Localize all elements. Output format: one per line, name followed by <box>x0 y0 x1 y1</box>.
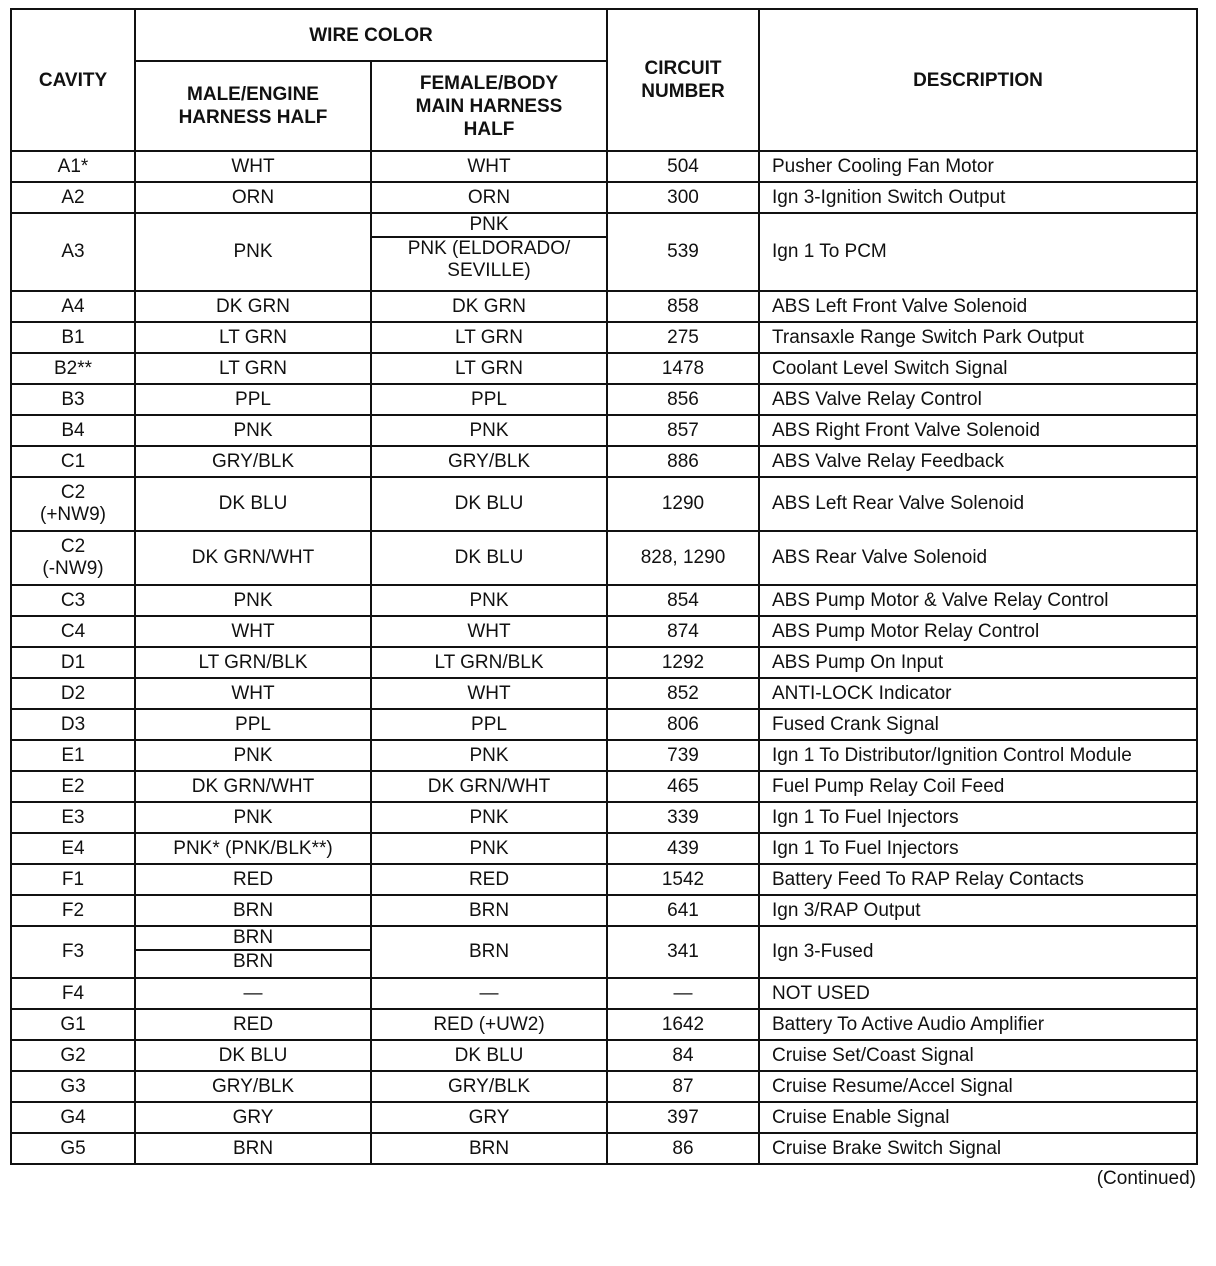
description-cell: Cruise Enable Signal <box>759 1102 1197 1133</box>
female-wire-color-cell: DK GRN/WHT <box>371 771 607 802</box>
female-wire-color-cell: LT GRN <box>371 353 607 384</box>
description-cell: ABS Pump On Input <box>759 647 1197 678</box>
table-row <box>11 978 1197 1009</box>
circuit-number-cell: 1290 <box>607 477 759 531</box>
cavity-label: G5 <box>60 1137 86 1159</box>
description-cell: ABS Valve Relay Control <box>759 384 1197 415</box>
table-row <box>11 833 1197 864</box>
male-wire-color-cell: PNK <box>135 802 371 833</box>
male-wire-color-cell: GRY/BLK <box>135 446 371 477</box>
circuit-number-cell: 504 <box>607 151 759 182</box>
cavity-cell <box>11 291 135 322</box>
male-wire-color-cell-part: BRN <box>232 927 274 948</box>
table-row <box>11 531 1197 585</box>
male-wire-color-cell: RED <box>135 864 371 895</box>
circuit-number-cell: 874 <box>607 616 759 647</box>
table-row <box>11 1102 1197 1133</box>
cavity-cell <box>11 926 135 978</box>
table-row <box>11 415 1197 446</box>
male-wire-color-cell: LT GRN/BLK <box>135 647 371 678</box>
cavity-cell <box>11 531 135 585</box>
male-wire-color-cell: PNK* (PNK/BLK**) <box>135 833 371 864</box>
female-wire-color-cell: WHT <box>371 151 607 182</box>
description-cell: ABS Valve Relay Feedback <box>759 446 1197 477</box>
circuit-number-cell: 341 <box>607 926 759 978</box>
circuit-number-cell: 1542 <box>607 864 759 895</box>
male-wire-color-cell <box>135 926 371 978</box>
cavity-label: E1 <box>61 744 85 766</box>
cavity-cell <box>11 978 135 1009</box>
male-wire-color-cell: PPL <box>135 384 371 415</box>
description-cell: ANTI-LOCK Indicator <box>759 678 1197 709</box>
circuit-number-cell: 828, 1290 <box>607 531 759 585</box>
description-cell: Ign 1 To Fuel Injectors <box>759 802 1197 833</box>
circuit-number-cell: 339 <box>607 802 759 833</box>
cavity-cell <box>11 895 135 926</box>
circuit-number-cell: 1642 <box>607 1009 759 1040</box>
female-wire-color-cell: GRY <box>371 1102 607 1133</box>
male-wire-color-cell: PNK <box>135 740 371 771</box>
description-cell: Ign 1 To Distributor/Ignition Control Module <box>759 740 1197 771</box>
cavity-label: A4 <box>61 295 85 317</box>
table-row <box>11 384 1197 415</box>
female-wire-color-cell: DK BLU <box>371 1040 607 1071</box>
female-wire-color-cell: PNK <box>371 415 607 446</box>
cavity-option-note: (+NW9) <box>40 504 106 525</box>
cavity-cell <box>11 182 135 213</box>
cavity-cell <box>11 740 135 771</box>
circuit-number-cell: 397 <box>607 1102 759 1133</box>
circuit-number-cell: 1478 <box>607 353 759 384</box>
cavity-cell <box>11 477 135 531</box>
female-wire-color-cell: DK GRN <box>371 291 607 322</box>
cavity-cell <box>11 864 135 895</box>
cavity-label: F3 <box>61 941 85 962</box>
circuit-number-cell: 641 <box>607 895 759 926</box>
female-wire-color-cell: PNK <box>371 833 607 864</box>
male-wire-color-cell: WHT <box>135 151 371 182</box>
circuit-number-cell: 465 <box>607 771 759 802</box>
table-row <box>11 213 1197 291</box>
female-wire-color-cell-part: PNK (ELDORADO/ SEVILLE) <box>372 236 606 282</box>
female-wire-color-cell: BRN <box>371 926 607 978</box>
female-wire-color-cell: DK BLU <box>371 531 607 585</box>
cavity-cell <box>11 616 135 647</box>
male-wire-color-cell: ORN <box>135 182 371 213</box>
table-row <box>11 1040 1197 1071</box>
table-row <box>11 322 1197 353</box>
cavity-label: D3 <box>60 713 86 735</box>
female-wire-color-cell: RED <box>371 864 607 895</box>
cavity-label: E4 <box>61 837 85 859</box>
cavity-label: E3 <box>61 806 85 828</box>
circuit-number-cell: 275 <box>607 322 759 353</box>
circuit-number-cell: 539 <box>607 213 759 291</box>
female-wire-color-cell: WHT <box>371 678 607 709</box>
male-wire-color-cell: WHT <box>135 678 371 709</box>
header-male-engine-harness: MALE/ENGINE HARNESS HALF <box>135 61 371 151</box>
cavity-cell <box>11 1102 135 1133</box>
table-row <box>11 895 1197 926</box>
male-wire-color-cell: GRY/BLK <box>135 1071 371 1102</box>
cavity-label: C2 <box>60 482 86 503</box>
description-cell: ABS Left Front Valve Solenoid <box>759 291 1197 322</box>
table-row <box>11 1133 1197 1164</box>
cavity-cell <box>11 585 135 616</box>
female-wire-color-cell: RED (+UW2) <box>371 1009 607 1040</box>
cavity-cell <box>11 446 135 477</box>
cavity-cell <box>11 709 135 740</box>
cavity-label: G3 <box>60 1075 86 1097</box>
cavity-label: A3 <box>61 241 85 262</box>
description-cell: ABS Pump Motor & Valve Relay Control <box>759 585 1197 616</box>
header-female-body-harness: FEMALE/BODY MAIN HARNESS HALF <box>371 61 607 151</box>
male-wire-color-cell: PNK <box>135 585 371 616</box>
female-wire-color-cell: PNK <box>371 585 607 616</box>
description-cell: Cruise Brake Switch Signal <box>759 1133 1197 1164</box>
table-row <box>11 864 1197 895</box>
male-wire-color-cell: BRN <box>135 1133 371 1164</box>
circuit-number-cell: 739 <box>607 740 759 771</box>
cavity-cell <box>11 771 135 802</box>
circuit-number-cell: 1292 <box>607 647 759 678</box>
table-row <box>11 291 1197 322</box>
circuit-number-cell: 886 <box>607 446 759 477</box>
table-row <box>11 151 1197 182</box>
description-cell: ABS Rear Valve Solenoid <box>759 531 1197 585</box>
male-wire-color-cell-part: BRN <box>136 949 370 973</box>
header-description: DESCRIPTION <box>759 9 1197 151</box>
female-wire-color-cell: GRY/BLK <box>371 1071 607 1102</box>
female-wire-color-cell: PNK <box>371 740 607 771</box>
cavity-cell <box>11 802 135 833</box>
male-wire-color-cell: — <box>135 978 371 1009</box>
description-cell: Ign 3-Ignition Switch Output <box>759 182 1197 213</box>
male-wire-color-cell: LT GRN <box>135 353 371 384</box>
female-wire-color-cell: ORN <box>371 182 607 213</box>
male-wire-color-cell: DK GRN <box>135 291 371 322</box>
cavity-label: C2 <box>60 536 86 557</box>
cavity-label: F2 <box>61 899 85 921</box>
table-row <box>11 585 1197 616</box>
cavity-cell <box>11 322 135 353</box>
description-cell: Ign 1 To Fuel Injectors <box>759 833 1197 864</box>
description-cell: ABS Left Rear Valve Solenoid <box>759 477 1197 531</box>
description-cell: Pusher Cooling Fan Motor <box>759 151 1197 182</box>
cavity-label: F1 <box>61 868 85 890</box>
cavity-cell <box>11 833 135 864</box>
cavity-cell <box>11 151 135 182</box>
cavity-label: B1 <box>61 326 85 348</box>
cavity-label: A2 <box>61 186 85 208</box>
cavity-label: G2 <box>60 1044 86 1066</box>
circuit-number-cell: 87 <box>607 1071 759 1102</box>
cavity-cell <box>11 213 135 291</box>
male-wire-color-cell: LT GRN <box>135 322 371 353</box>
male-wire-color-cell: PPL <box>135 709 371 740</box>
male-wire-color-cell: GRY <box>135 1102 371 1133</box>
male-wire-color-cell: DK BLU <box>135 477 371 531</box>
circuit-number-cell: 852 <box>607 678 759 709</box>
cavity-label: G4 <box>60 1106 86 1128</box>
cavity-label: E2 <box>61 775 85 797</box>
description-cell: ABS Right Front Valve Solenoid <box>759 415 1197 446</box>
circuit-number-cell: 439 <box>607 833 759 864</box>
cavity-label: B2** <box>53 357 93 379</box>
cavity-label: B3 <box>61 388 85 410</box>
table-row <box>11 709 1197 740</box>
description-cell: Battery To Active Audio Amplifier <box>759 1009 1197 1040</box>
male-wire-color-cell: WHT <box>135 616 371 647</box>
connector-table-sheet <box>10 8 1196 1189</box>
continued-note: (Continued) <box>1096 1168 1196 1189</box>
table-row <box>11 771 1197 802</box>
female-wire-color-cell: GRY/BLK <box>371 446 607 477</box>
female-wire-color-cell: DK BLU <box>371 477 607 531</box>
description-cell: ABS Pump Motor Relay Control <box>759 616 1197 647</box>
female-wire-color-cell: LT GRN/BLK <box>371 647 607 678</box>
description-cell: NOT USED <box>759 978 1197 1009</box>
female-wire-color-cell: PNK <box>371 802 607 833</box>
header-cavity: CAVITY <box>11 9 135 151</box>
female-wire-color-cell: BRN <box>371 895 607 926</box>
table-row <box>11 616 1197 647</box>
circuit-number-cell: 84 <box>607 1040 759 1071</box>
circuit-number-cell: 856 <box>607 384 759 415</box>
female-wire-color-cell: BRN <box>371 1133 607 1164</box>
description-cell: Fused Crank Signal <box>759 709 1197 740</box>
female-wire-color-cell-part: PNK <box>469 214 509 235</box>
header-wire-color: WIRE COLOR <box>135 9 607 61</box>
table-row <box>11 926 1197 978</box>
cavity-cell <box>11 1071 135 1102</box>
table-row <box>11 1071 1197 1102</box>
cavity-cell <box>11 1040 135 1071</box>
cavity-label: G1 <box>60 1013 86 1035</box>
cavity-option-note: (-NW9) <box>42 558 104 579</box>
description-cell: Cruise Resume/Accel Signal <box>759 1071 1197 1102</box>
male-wire-color-cell: DK BLU <box>135 1040 371 1071</box>
female-wire-color-cell: PPL <box>371 709 607 740</box>
circuit-number-cell: — <box>607 978 759 1009</box>
cavity-cell <box>11 384 135 415</box>
circuit-number-cell: 86 <box>607 1133 759 1164</box>
table-row <box>11 477 1197 531</box>
cavity-cell <box>11 678 135 709</box>
table-body <box>11 151 1197 1164</box>
male-wire-color-cell: DK GRN/WHT <box>135 531 371 585</box>
male-wire-color-cell: DK GRN/WHT <box>135 771 371 802</box>
cavity-label: B4 <box>61 419 85 441</box>
male-wire-color-cell: BRN <box>135 895 371 926</box>
female-wire-color-cell: WHT <box>371 616 607 647</box>
cavity-cell <box>11 353 135 384</box>
description-cell: Cruise Set/Coast Signal <box>759 1040 1197 1071</box>
table-row <box>11 678 1197 709</box>
cavity-label: F4 <box>61 982 85 1004</box>
male-wire-color-cell: PNK <box>135 415 371 446</box>
description-cell: Battery Feed To RAP Relay Contacts <box>759 864 1197 895</box>
cavity-label: C3 <box>60 589 86 611</box>
male-wire-color-cell: PNK <box>135 213 371 291</box>
circuit-number-cell: 300 <box>607 182 759 213</box>
cavity-label: C1 <box>60 450 86 472</box>
male-wire-color-cell: RED <box>135 1009 371 1040</box>
cavity-cell <box>11 647 135 678</box>
description-cell: Ign 3-Fused <box>759 926 1197 978</box>
table-row <box>11 446 1197 477</box>
description-cell: Coolant Level Switch Signal <box>759 353 1197 384</box>
circuit-number-cell: 858 <box>607 291 759 322</box>
cavity-label: D2 <box>60 682 86 704</box>
female-wire-color-cell <box>371 213 607 291</box>
table-row <box>11 1009 1197 1040</box>
female-wire-color-cell: PPL <box>371 384 607 415</box>
circuit-number-cell: 806 <box>607 709 759 740</box>
cavity-label: A1* <box>57 155 89 177</box>
circuit-number-cell: 854 <box>607 585 759 616</box>
table-row <box>11 353 1197 384</box>
table-row <box>11 182 1197 213</box>
cavity-cell <box>11 415 135 446</box>
cavity-label: C4 <box>60 620 86 642</box>
table-row <box>11 802 1197 833</box>
description-cell: Ign 3/RAP Output <box>759 895 1197 926</box>
description-cell: Ign 1 To PCM <box>759 213 1197 291</box>
connector-table <box>10 8 1198 1165</box>
table-row <box>11 647 1197 678</box>
table-row <box>11 740 1197 771</box>
cavity-cell <box>11 1133 135 1164</box>
cavity-cell <box>11 1009 135 1040</box>
cavity-label: D1 <box>60 651 86 673</box>
female-wire-color-cell: LT GRN <box>371 322 607 353</box>
circuit-number-cell: 857 <box>607 415 759 446</box>
female-wire-color-cell: — <box>371 978 607 1009</box>
table-header <box>11 9 1197 151</box>
description-cell: Fuel Pump Relay Coil Feed <box>759 771 1197 802</box>
header-circuit-number: CIRCUIT NUMBER <box>607 9 759 151</box>
description-cell: Transaxle Range Switch Park Output <box>759 322 1197 353</box>
